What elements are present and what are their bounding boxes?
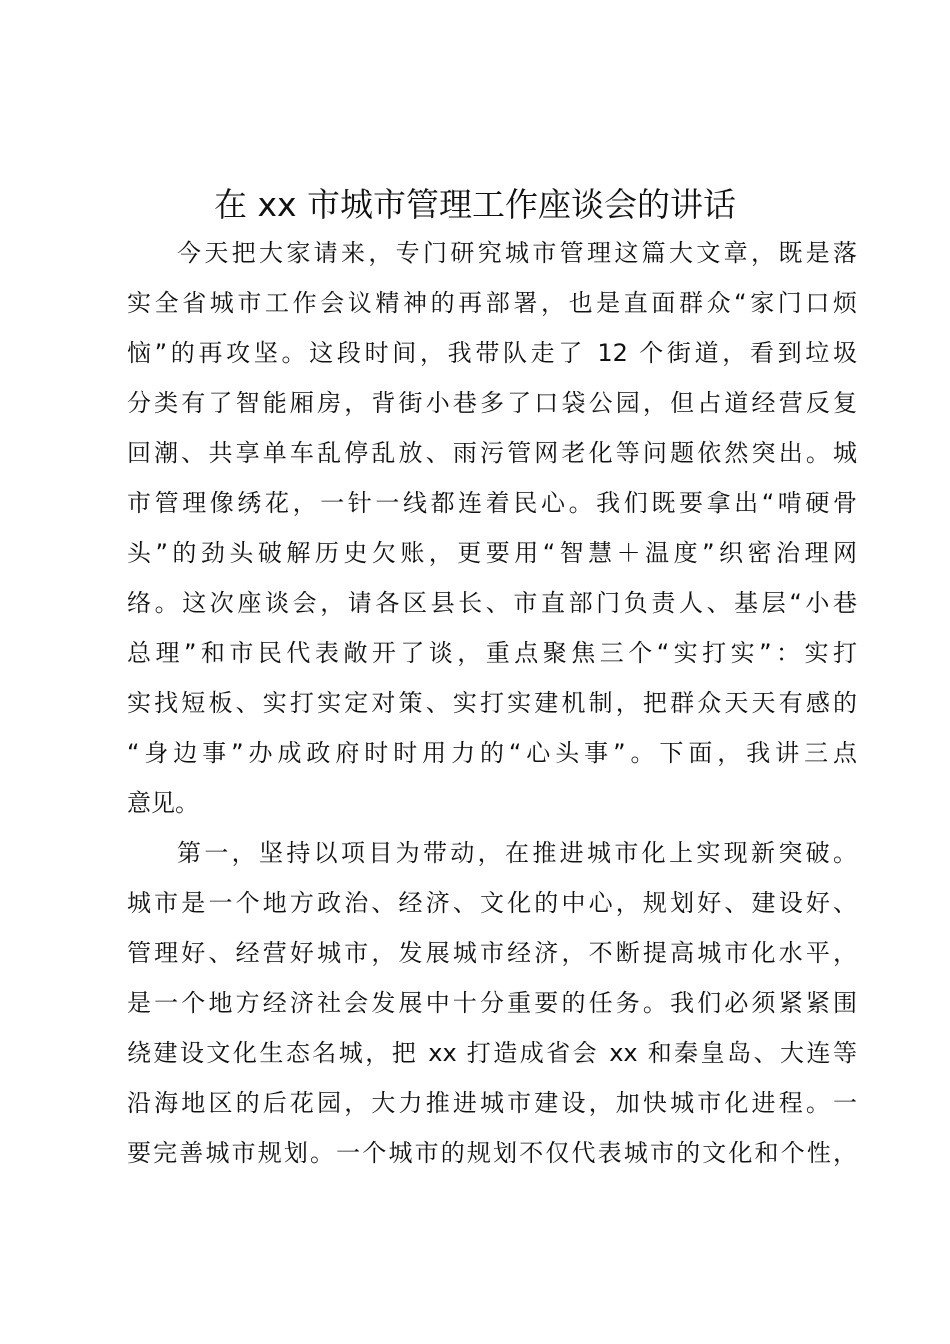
text-line: 沿海地区的后花园，大力推进城市建设，加快城市化进程。一 [127,1089,857,1117]
text-line: 回潮、共享单车乱停乱放、雨污管网老化等问题依然突出。城 [127,439,857,467]
text-line: 实找短板、实打实定对策、实打实建机制，把群众天天有感的 [127,689,857,717]
text-line: “身边事”办成政府时时用力的“心头事”。下面，我讲三点 [127,739,857,767]
text-line: 分类有了智能厢房，背街小巷多了口袋公园，但占道经营反复 [127,389,857,417]
text-line: 是一个地方经济社会发展中十分重要的任务。我们必须紧紧围 [127,989,857,1017]
text-line: 络。这次座谈会，请各区县长、市直部门负责人、基层“小巷 [127,589,857,617]
paragraph-intro [127,228,857,828]
text-line: 第一，坚持以项目为带动，在推进城市化上实现新突破。 [177,839,857,867]
text-line: 市管理像绣花，一针一线都连着民心。我们既要拿出“啃硬骨 [127,489,857,517]
text-line: 绕建设文化生态名城，把 xx 打造成省会 xx 和秦皇岛、大连等 [127,1039,857,1067]
text-line: 管理好、经营好城市，发展城市经济，不断提高城市化水平， [127,939,857,967]
text-line: 总理”和市民代表敞开了谈，重点聚焦三个“实打实”：实打 [127,639,857,667]
text-line: 要完善城市规划。一个城市的规划不仅代表城市的文化和个性， [127,1139,857,1167]
text-line: 实全省城市工作会议精神的再部署，也是直面群众“家门口烦 [127,289,857,317]
paragraph-first-point [127,828,857,1178]
text-line: 意见。 [127,789,199,817]
text-line: 头”的劲头破解历史欠账，更要用“智慧＋温度”织密治理网 [127,539,857,567]
document-title: 在 xx 市城市管理工作座谈会的讲话 [213,185,737,224]
text-line: 恼”的再攻坚。这段时间，我带队走了 12 个街道，看到垃圾 [127,339,857,367]
text-line: 城市是一个地方政治、经济、文化的中心，规划好、建设好、 [127,889,857,917]
text-line: 今天把大家请来，专门研究城市管理这篇大文章，既是落 [177,239,857,267]
